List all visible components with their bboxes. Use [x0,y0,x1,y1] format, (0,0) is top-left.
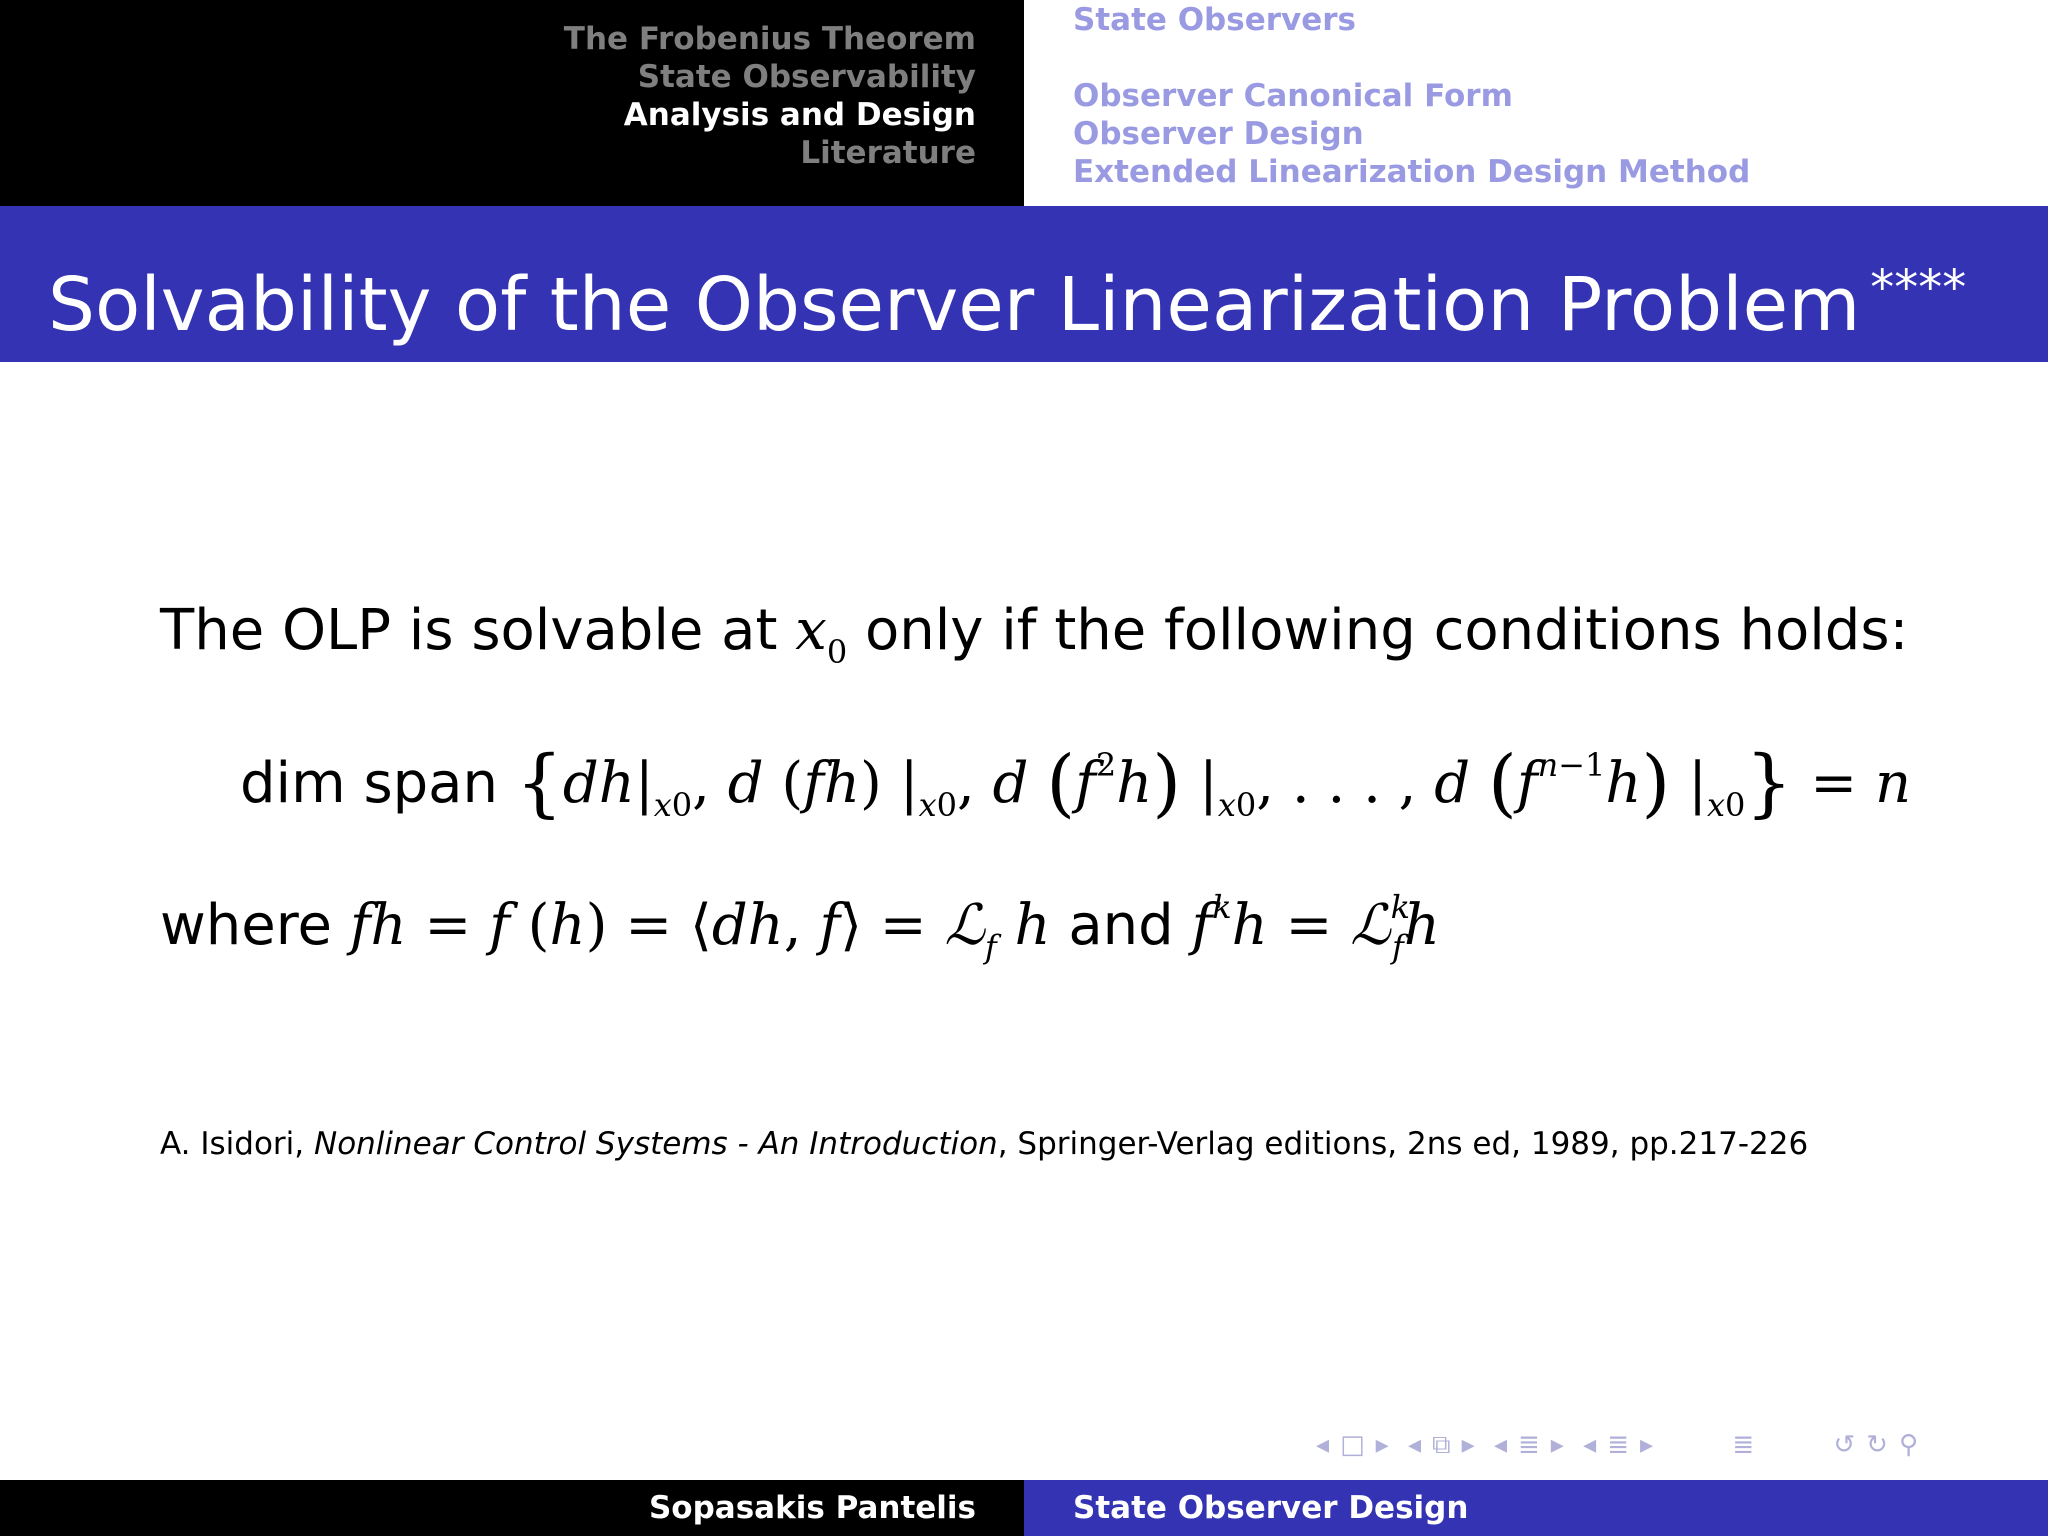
intro-variable: x [795,598,827,663]
subsection-link-olp[interactable]: Observer Linearization Problem [1073,40,1628,76]
next-subsection-arrow-icon[interactable]: ▸ [1550,1430,1564,1460]
subsection-icon[interactable]: ≣ [1518,1430,1540,1460]
section-link-frobenius[interactable]: The Frobenius Theorem [563,21,976,57]
toc-icon[interactable]: ≣ [1732,1430,1755,1460]
header-sections-panel [0,0,1024,206]
prev-slide-arrow-icon[interactable]: ◂ [1316,1430,1330,1460]
intro-variable-subscript: 0 [826,633,848,671]
reference-details: , Springer-Verlag editions, 2ns ed, 1989, pp.217-226 [997,1126,1809,1162]
footer-title-panel [1024,1480,2048,1536]
literature-reference [160,1124,1808,1164]
header-subsections-panel [1024,0,2048,206]
subsection-link-observer-design[interactable]: Observer Design [1073,116,1364,152]
next-frame-arrow-icon[interactable]: ▸ [1461,1430,1475,1460]
prev-subsection-arrow-icon[interactable]: ◂ [1493,1430,1507,1460]
prev-frame-arrow-icon[interactable]: ◂ [1407,1430,1422,1460]
subsection-nav [1073,1,1750,191]
next-slide-arrow-icon[interactable]: ▸ [1375,1430,1389,1460]
footer-presentation-title: State Observer Design [1073,1490,1469,1526]
subsection-link-canonical-form[interactable]: Observer Canonical Form [1073,78,1513,114]
next-section-arrow-icon[interactable]: ▸ [1639,1430,1654,1460]
section-icon[interactable]: ≣ [1607,1430,1629,1460]
frame-title-text: Solvability of the Observer Linearization Problem [48,262,1861,348]
frame-title-bar [0,206,2048,362]
footer-author-panel [0,1480,1024,1536]
slide-icon[interactable]: □ [1340,1430,1365,1460]
section-nav [564,20,976,172]
where-word: where [160,893,332,958]
beamer-navigation-controls [1316,1430,1929,1466]
intro-text-after: only if the following conditions holds: [847,598,1909,663]
section-link-literature[interactable]: Literature [800,135,976,171]
rank-condition-formula: dim span {$dh|_{x0}$, d (fh) $|_{x0}$, d $(f^2h)$ $|_{x0}$, . . . , d $(f^{n-1}h) |_{x0}\} = n$ [240,740,1912,826]
reference-author: A. Isidori, [160,1126,314,1162]
reference-book-title: Nonlinear Control Systems - An Introduction [314,1126,998,1162]
frame-title [48,243,1966,350]
frame-icon[interactable]: ⧉ [1432,1430,1451,1460]
back-icon[interactable]: ↺ [1833,1430,1856,1460]
prev-section-arrow-icon[interactable]: ◂ [1583,1430,1597,1460]
subsection-link-state-observers[interactable]: State Observers [1073,2,1356,38]
section-link-observability[interactable]: State Observability [637,59,976,95]
and-word: and [1068,893,1174,958]
difficulty-stars: **** [1870,260,1967,316]
intro-text-before: The OLP is solvable at [160,598,796,663]
search-icon[interactable]: ⚲ [1898,1430,1919,1460]
formula-prefix: dim span [240,751,498,816]
footer-author: Sopasakis Pantelis [648,1490,976,1526]
notation-definition: where fh = f (h) = ⟨dh, f⟩ = ℒ$_f$ h and $f^kh$ = ℒ$^k_f$h [160,888,1440,966]
section-link-analysis-design[interactable]: Analysis and Design [623,97,976,133]
subsection-link-extended-linearization[interactable]: Extended Linearization Design Method [1073,154,1751,190]
intro-statement [160,596,1908,687]
forward-icon[interactable]: ↻ [1866,1430,1888,1460]
